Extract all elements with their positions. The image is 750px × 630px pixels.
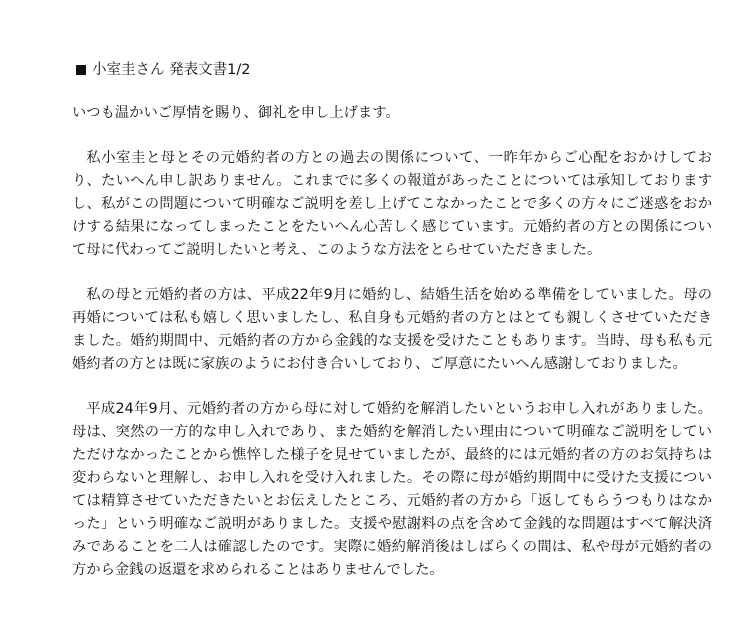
heading-text: 小室圭さん 発表文書1/2 bbox=[92, 62, 251, 78]
square-bullet-icon bbox=[76, 65, 86, 75]
paragraph-3: 平成24年9月、元婚約者の方から母に対して婚約を解消したいというお申し入れがありました。母は、突然の一方的な申し入れであり、また婚約を解消したい理由について明確なご説明をしていただけなかったことから憔悴した様子を見せていましたが、最終的には元婚約者の方のお気持ちは変わらないと理解し、お申し入れを受け入れました。その際に母が婚約期間中に受けた支援については精算させていただきたいとお伝えしたところ、元婚約者の方から「返してもらうつもりはなかった」という明確なご説明がありました。支援や慰謝料の点を含めて金銭的な問題はすべて解決済みであることを二人は確認したのです。実際に婚約解消後はしばらくの間は、私や母が元婚約者の方から金銭の返還を求められることはありませんでした。 bbox=[72, 401, 712, 578]
document bbox=[72, 60, 712, 604]
document-heading bbox=[72, 60, 712, 80]
greeting-line: いつも温かいご厚情を賜り、御礼を申し上げます。 bbox=[72, 105, 400, 121]
paragraph-1: 私小室圭と母とその元婚約者の方との過去の関係について、一昨年からご心配をおかけしており、たいへん申し訳ありません。これまでに多くの報道があったことについては承知しておりますし、私がこの問題について明確なご説明を差し上げてこなかったことで多くの方々にご迷惑をおかけする結果になってしまったことをたいへん心苦しく感じています。元婚約者の方との関係について母に代わってご説明したいと考え、このような方法をとらせていただきました。 bbox=[72, 150, 712, 258]
paragraph-2: 私の母と元婚約者の方は、平成22年9月に婚約し、結婚生活を始める準備をしていました。母の再婚については私も嬉しく思いましたし、私自身も元婚約者の方とはとても親しくさせていただきました。婚約期間中、元婚約者の方から金銭的な支援を受けたこともあります。当時、母も私も元婚約者の方とは既に家族のようにお付き合いしており、ご厚意にたいへん感謝しておりました。 bbox=[72, 287, 712, 372]
